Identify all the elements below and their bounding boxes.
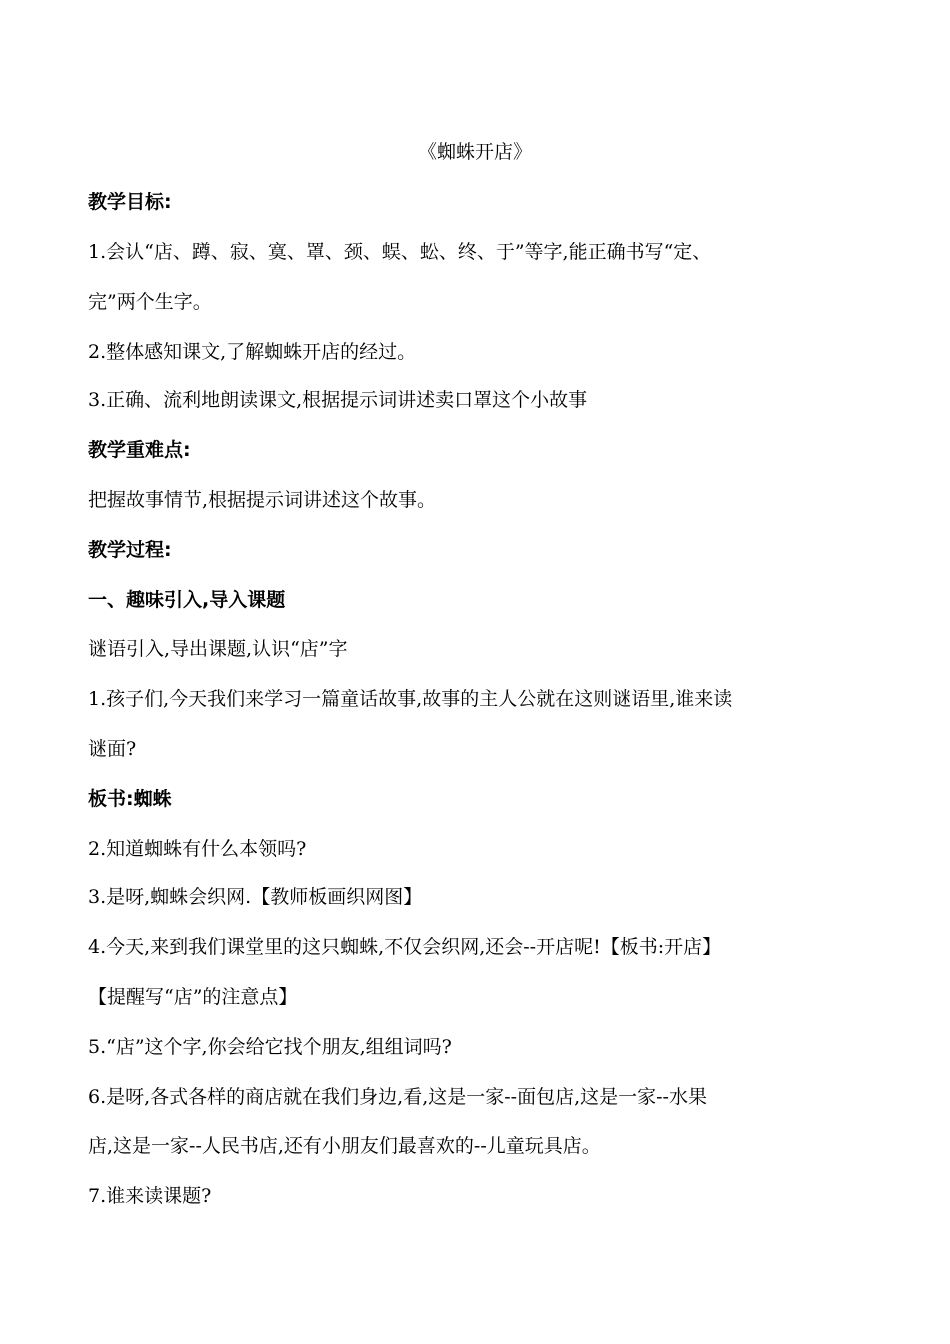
paragraph-line: 6.是呀,各式各样的商店就在我们身边,看,这是一家--面包店,这是一家--水果	[88, 1086, 707, 1108]
paragraph-line: 4.今天,来到我们课堂里的这只蜘蛛,不仅会织网,还会--开店呢!【板书:开店】	[88, 936, 722, 958]
paragraph-line: 谜语引入,导出课题,认识“店”字	[88, 638, 348, 660]
paragraph-line: 1.孩子们,今天我们来学习一篇童话故事,故事的主人公就在这则谜语里,谁来读	[88, 688, 733, 710]
heading-teaching-process: 教学过程:	[88, 539, 172, 561]
paragraph-line: 2.知道蜘蛛有什么本领吗?	[88, 838, 307, 860]
heading-teaching-goals: 教学目标:	[88, 191, 172, 213]
document-title: 《蜘蛛开店》	[417, 141, 532, 163]
paragraph-line: 店,这是一家--人民书店,还有小朋友们最喜欢的--儿童玩具店。	[88, 1135, 601, 1157]
paragraph-line: 【提醒写“店”的注意点】	[88, 986, 298, 1008]
paragraph-line: 谜面?	[88, 738, 137, 760]
paragraph-line: 5.“店”这个字,你会给它找个朋友,组组词吗?	[88, 1036, 452, 1058]
section-heading-1: 一、趣味引入,导入课题	[88, 589, 286, 611]
paragraph-line: 2.整体感知课文,了解蜘蛛开店的经过。	[88, 341, 417, 363]
paragraph-line: 3.是呀,蜘蛛会织网.【教师板画织网图】	[88, 886, 423, 908]
paragraph-line: 3.正确、流利地朗读课文,根据提示词讲述卖口罩这个小故事	[88, 389, 588, 411]
paragraph-line: 完”两个生字。	[88, 291, 212, 313]
paragraph-line: 把握故事情节,根据提示词讲述这个故事。	[88, 489, 437, 511]
heading-key-points: 教学重难点:	[88, 439, 191, 461]
paragraph-line: 7.谁来读课题?	[88, 1185, 212, 1207]
board-note: 板书:蜘蛛	[88, 788, 172, 810]
paragraph-line: 1.会认“店、蹲、寂、寞、罩、颈、蜈、蚣、终、于”等字,能正确书写“定、	[88, 241, 712, 263]
